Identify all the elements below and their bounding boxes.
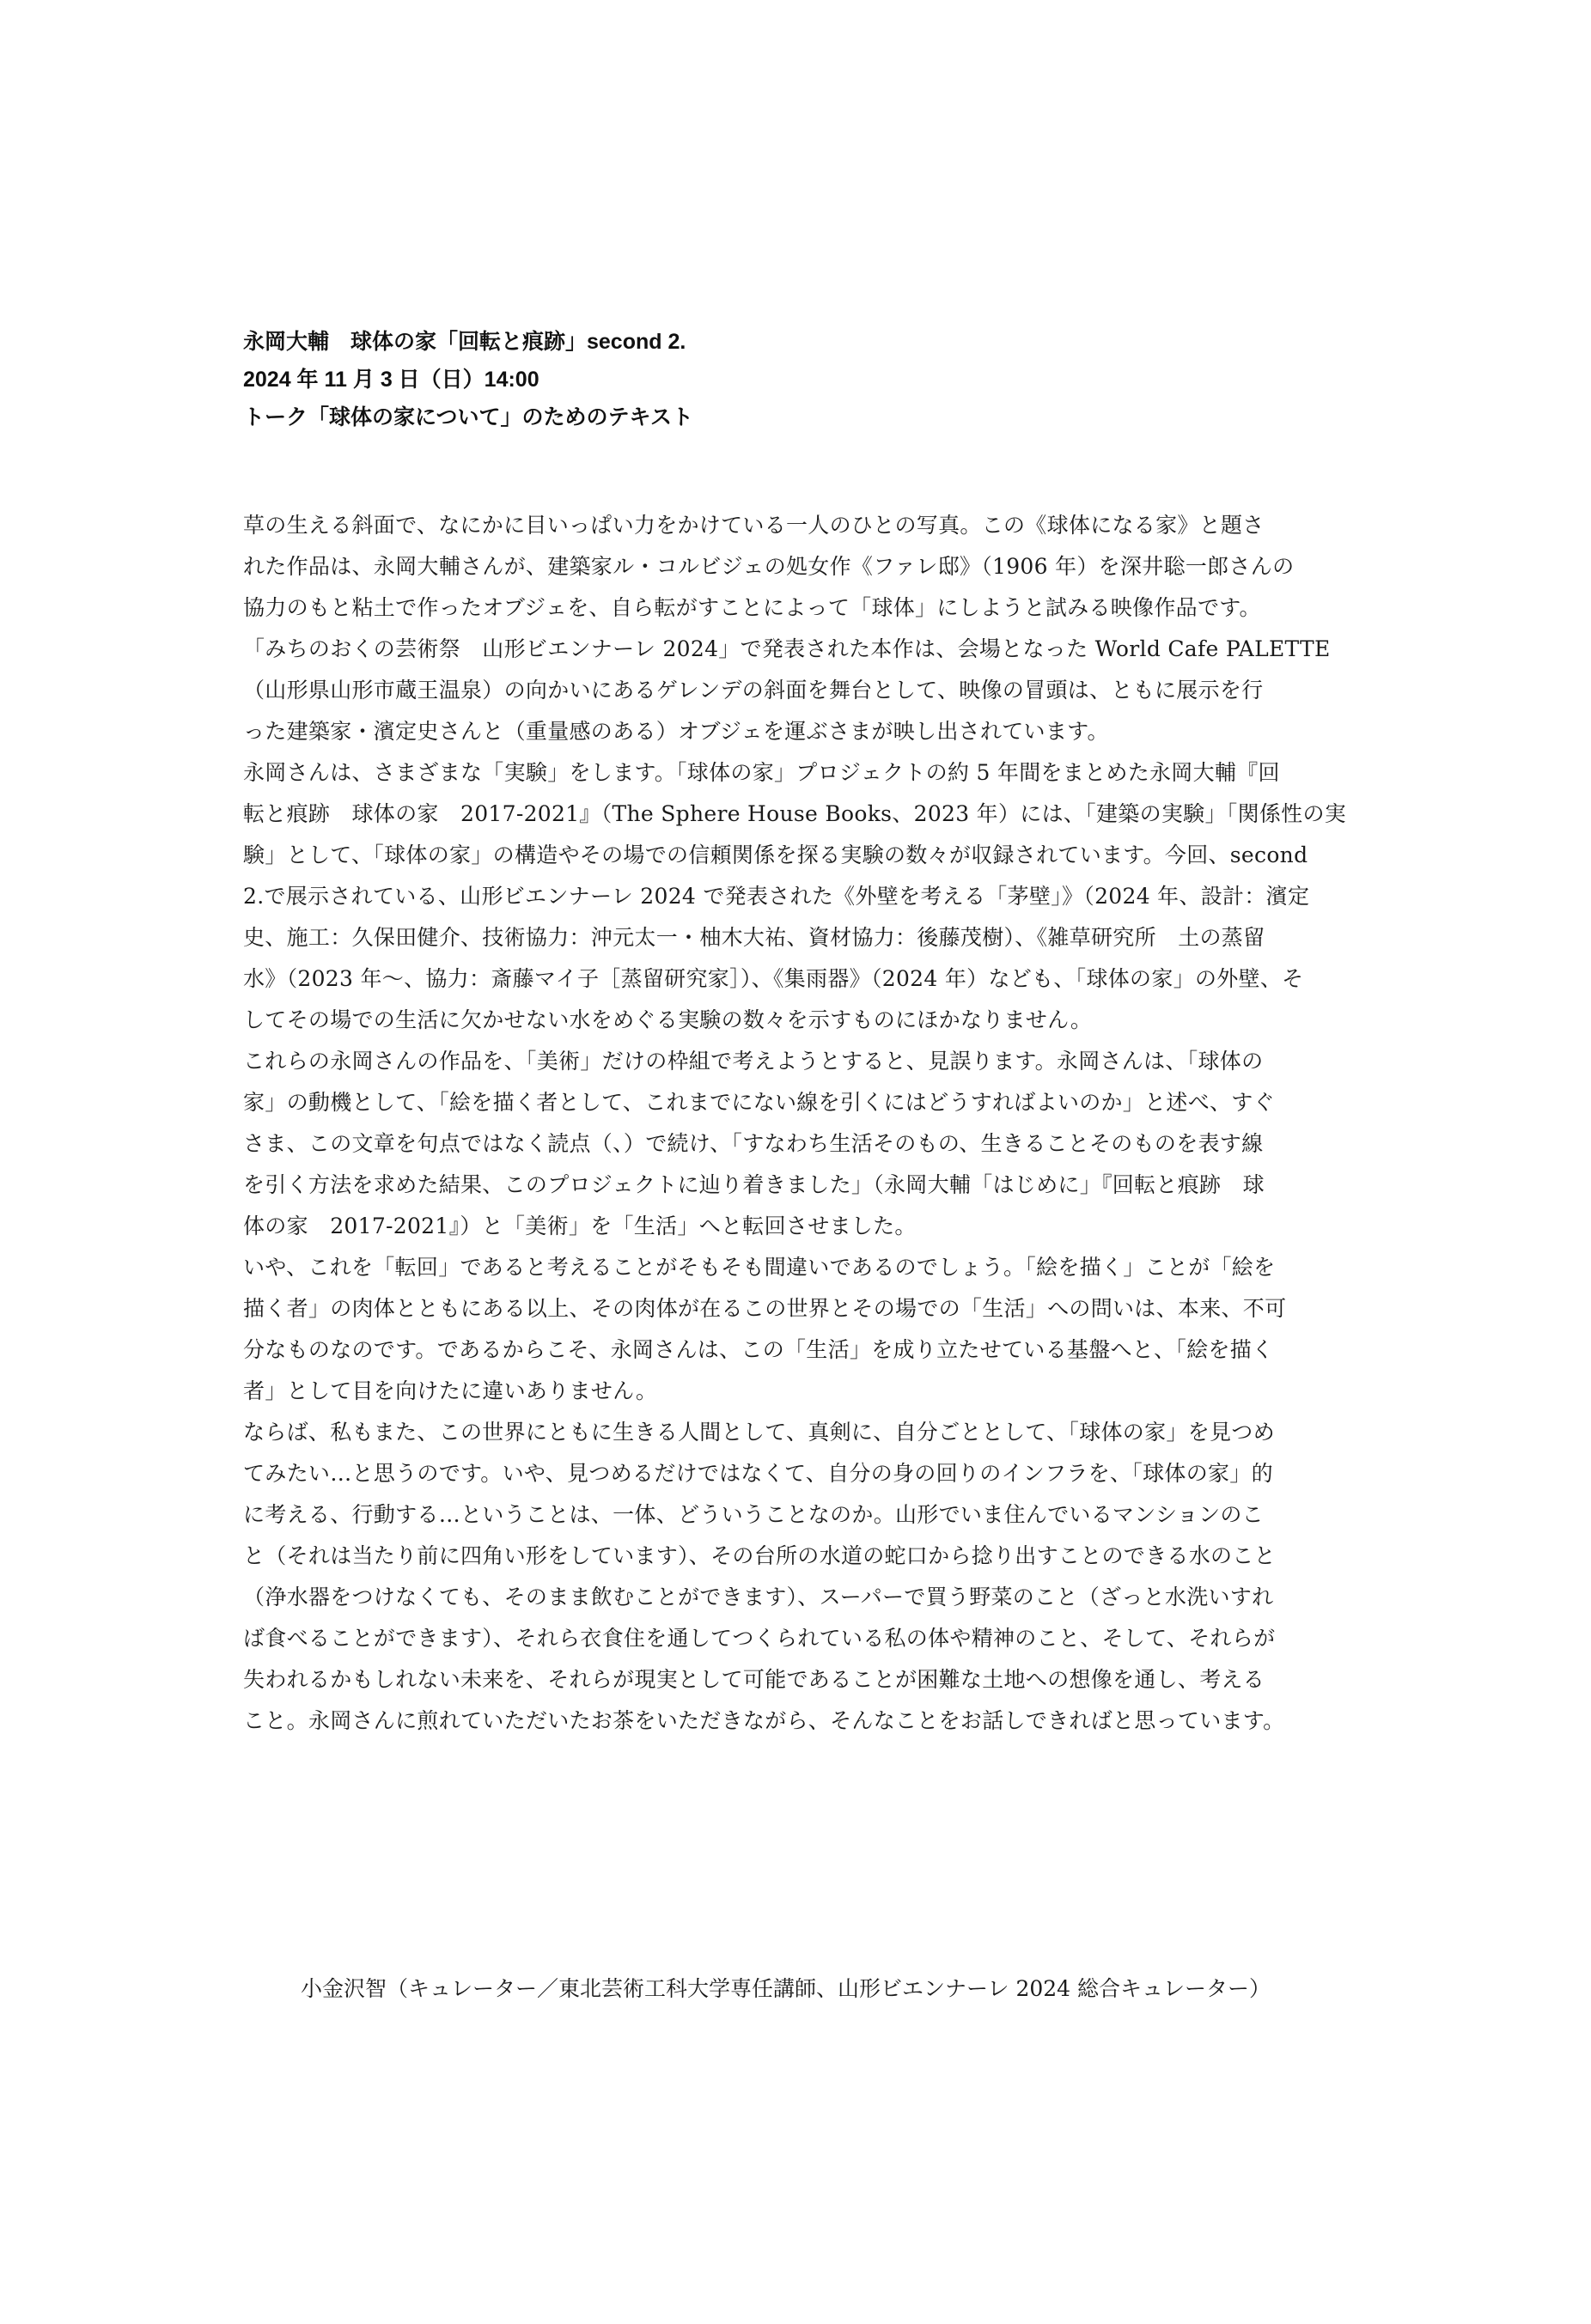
text-line: いや、これを「転回」であると考えることがそもそも間違いであるのでしょう。「絵を描く」ことが「絵を — [243, 1255, 1276, 1280]
event-datetime: 2024 年 11 月 3 日（日）14:00 — [243, 368, 539, 392]
text-line: 2.で展示されている、山形ビエンナーレ 2024 で発表された《外壁を考える「茅壁」》（2024 年、設計：濱定 — [243, 884, 1310, 909]
exhibition-title: 永岡大輔 球体の家「回転と痕跡」second 2. — [243, 330, 686, 354]
text-line: 験」として、「球体の家」の構造やその場での信頼関係を探る実験の数々が収録されています。今回、second — [243, 843, 1308, 867]
text-line: 「みちのおくの芸術祭 山形ビエンナーレ 2024」で発表された本作は、会場となった World Cafe PALETTE — [243, 636, 1331, 661]
text-line: 分なものなのです。であるからこそ、永岡さんは、この「生活」を成り立たせている基盤へと、「絵を描く — [243, 1337, 1274, 1362]
text-line: 描く者」の肉体とともにある以上、その肉体が在るこの世界とその場での「生活」への問いは、本来、不可 — [243, 1296, 1287, 1321]
text-line: これらの永岡さんの作品を、「美術」だけの枠組で考えようとすると、見誤ります。永岡さんは、「球体の — [243, 1049, 1264, 1074]
text-line: ば食べることができます）、それら衣食住を通してつくられている私の体や精神のこと、そして、それらが — [243, 1626, 1276, 1651]
text-line: てみたい…と思うのです。いや、見つめるだけではなくて、自分の身の回りのインフラを、「球体の家」的 — [243, 1461, 1273, 1486]
text-line: 協力のもと粘土で作ったオブジェを、自ら転がすことによって「球体」にしようと試みる映像作品です。 — [243, 595, 1261, 620]
text-line: こと。永岡さんに煎れていただいたお茶をいただきながら、そんなことをお話しできればと思っています。 — [243, 1708, 1285, 1733]
text-line: 水》（2023 年〜、協力：斎藤マイ子［蒸留研究家］）、《集雨器》（2024 年）なども、「球体の家」の外壁、そ — [243, 966, 1304, 991]
text-line: （浄水器をつけなくても、そのまま飲むことができます）、スーパーで買う野菜のこと（ざっと水洗いすれ — [243, 1585, 1274, 1609]
text-line: 史、施工：久保田健介、技術協力：沖元太一・柚木大祐、資材協力：後藤茂樹）、《雑草研究所 土の蒸留 — [243, 925, 1265, 950]
text-line: れた作品は、永岡大輔さんが、建築家ル・コルビジェの処女作《ファレ邸》（1906 年）を深井聡一郎さんの — [243, 554, 1295, 579]
text-line: 者」として目を向けたに違いありません。 — [243, 1378, 658, 1403]
text-line: さま、この文章を句点ではなく読点（、）で続け、「すなわち生活そのもの、生きることそのものを表す線 — [243, 1131, 1264, 1156]
text-line: ならば、私もまた、この世界にともに生きる人間として、真剣に、自分ごととして、「球体の家」を見つめ — [243, 1420, 1275, 1445]
text-line: してその場での生活に欠かせない水をめぐる実験の数々を示すものにほかなりません。 — [243, 1007, 1093, 1032]
text-line: った建築家・濱定史さんと（重量感のある）オブジェを運ぶさまが映し出されています。 — [243, 719, 1109, 744]
document-header — [243, 323, 1360, 436]
text-line: 家」の動機として、「絵を描く者として、これまでにない線を引くにはどうすればよいのか」と述べ、すぐ — [243, 1090, 1275, 1115]
essay-body — [243, 505, 1351, 1742]
text-line: 体の家 2017-2021』）と「美術」を「生活」へと転回させました。 — [243, 1214, 917, 1238]
text-line: 永岡さんは、さまざまな「実験」をします。「球体の家」プロジェクトの約 5 年間をまとめた永岡大輔『回 — [243, 760, 1280, 785]
text-line: を引く方法を求めた結果、このプロジェクトに辿り着きました」（永岡大輔「はじめに」『回転と痕跡 球 — [243, 1172, 1265, 1197]
text-line: （山形県山形市蔵王温泉）の向かいにあるゲレンデの斜面を舞台として、映像の冒頭は、ともに展示を行 — [243, 678, 1264, 703]
author-signature: 小金沢智（キュレーター／東北芸術工科大学専任講師、山形ビエンナーレ 2024 総合キュレーター） — [301, 1976, 1271, 2001]
text-line: 転と痕跡 球体の家 2017-2021』（The Sphere House Books、2023 年）には、「建築の実験」「関係性の実 — [243, 801, 1347, 826]
text-line: 失われるかもしれない未来を、それらが現実として可能であることが困難な土地への想像を通し、考える — [243, 1667, 1265, 1692]
talk-title: トーク「球体の家について」のためのテキスト — [243, 405, 694, 429]
text-line: 草の生える斜面で、なにかに目いっぱい力をかけている一人のひとの写真。この《球体になる家》と題さ — [243, 513, 1265, 538]
text-line: と（それは当たり前に四角い形をしています）、その台所の水道の蛇口から捻り出すことのできる水のこと — [243, 1543, 1276, 1568]
text-line: に考える、行動する…ということは、一体、どういうことなのか。山形でいま住んでいるマンションのこ — [243, 1502, 1264, 1527]
